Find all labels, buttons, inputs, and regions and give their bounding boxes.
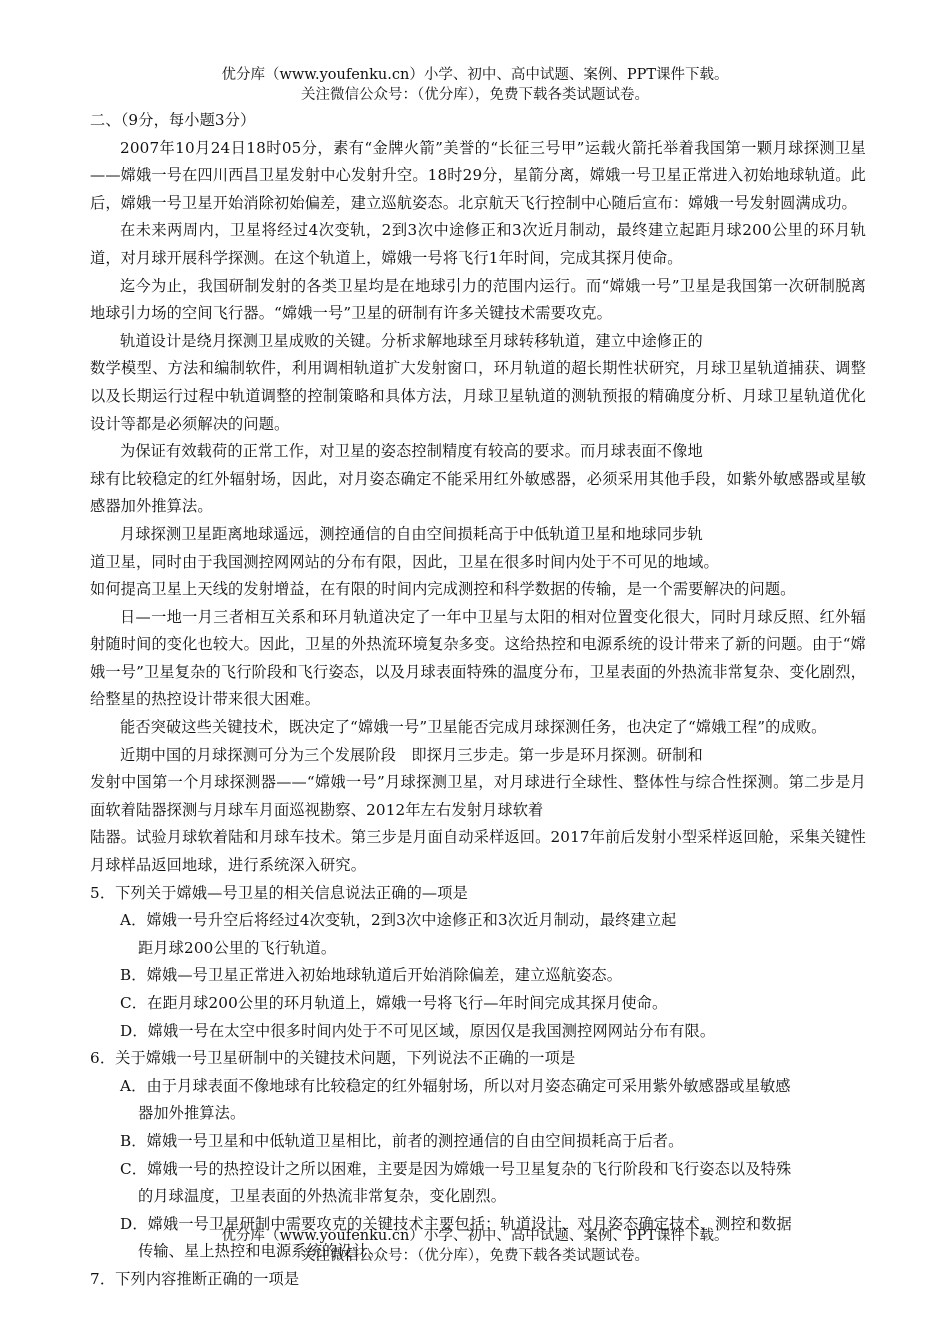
- question-5-option-b: B．嫦娥—号卫星正常进入初始地球轨道后开始消除偏差，建立巡航姿态。: [120, 966, 623, 985]
- question-6-option-d: D．嫦娥一号卫星研制中需要攻克的关键技术主要包括：轨道设计、对月姿态确定技术、测控和数据: [120, 1214, 792, 1233]
- passage-paragraph-9-end: 陆器。试验月球软着陆和月球车技术。第三步是月面自动采样返回。2017年前后发射小型采样返回舱，采集关键性月球样品返回地球，进行系统深入研究。: [90, 828, 866, 875]
- footer-line-1: 优分库（www.youfenku.cn）小学、初中、高中试题、案例、PPT课件下载。: [221, 1228, 729, 1244]
- passage-paragraph-9-cont: 发射中国第一个月球探测器——“嫦娥一号”月球探测卫星，对月球进行全球性、整体性与综合性探测。第二步是月面软着陆器探测与月球车月面巡视勘察、2012年左右发射月球软着: [90, 773, 866, 819]
- question-5-option-a: A．嫦娥一号升空后将经过4次变轨，2到3次中途修正和3次近月制动，最终建立起: [120, 911, 677, 930]
- footer-line-2: 关注微信公众号：（优分库），免费下载各类试题试卷。: [301, 1248, 649, 1264]
- passage-paragraph-5-line-1: 为保证有效载荷的正常工作，对卫星的姿态控制精度有较高的要求。而月球表面不像地: [120, 442, 703, 461]
- passage-paragraph-9-line-1: 近期中国的月球探测可分为三个发展阶段 即探月三步走。第一步是环月探测。研制和: [120, 745, 703, 764]
- question-5-option-a-cont: 距月球200公里的飞行轨道。: [138, 938, 337, 957]
- passage-paragraph-4-line-1: 轨道设计是绕月探测卫星成败的关键。分析求解地球至月球转移轨道，建立中途修正的: [120, 331, 703, 350]
- question-6-option-c-cont: 的月球温度，卫星表面的外热流非常复杂，变化剧烈。: [138, 1187, 507, 1206]
- question-6-stem: 6．关于嫦娥一号卫星研制中的关键技术问题，下列说法不正确的一项是: [90, 1049, 576, 1068]
- question-6-option-d-cont: 传输、星上热控和电源系统的设计。: [138, 1242, 384, 1261]
- passage-paragraph-3: 迄今为止，我国研制发射的各类卫星均是在地球引力的范围内运行。而“嫦娥一号”卫星是我国第一次研制脱离地球引力场的空间飞行器。“嫦娥一号”卫星的研制有许多关键技术需要攻克。: [90, 276, 866, 323]
- question-5-option-d: D．嫦娥一号在太空中很多时间内处于不可见区域，原因仅是我国测控网网站分布有限。: [120, 1021, 716, 1040]
- question-6-option-a-cont: 器加外推算法。: [138, 1104, 246, 1123]
- page-header: [0, 65, 950, 105]
- passage-paragraph-6-line-3: 如何提高卫星上天线的发射增益，在有限的时间内完成测控和科学数据的传输，是一个需要解决的问题。: [90, 580, 796, 599]
- question-7-stem: 7．下列内容推断正确的一项是: [90, 1269, 300, 1288]
- header-line-2: 关注微信公众号：（优分库），免费下载各类试题试卷。: [301, 87, 649, 103]
- question-6-option-a: A．由于月球表面不像地球有比较稳定的红外辐射场，所以对月姿态确定可采用紫外敏感器或星敏感: [120, 1076, 791, 1095]
- header-line-1: 优分库（www.youfenku.cn）小学、初中、高中试题、案例、PPT课件下载。: [221, 67, 729, 83]
- passage-paragraph-6-line-2: 道卫星，同时由于我国测控网网站的分布有限，因此，卫星在很多时间内处于不可见的地域。: [90, 552, 719, 571]
- question-5-stem: 5．下列关于嫦娥—号卫星的相关信息说法正确的—项是: [90, 883, 468, 902]
- question-5-option-c: C．在距月球200公里的环月轨道上，嫦娥一号将飞行—年时间完成其探月使命。: [120, 994, 668, 1012]
- passage-paragraph-7: 日—一地一月三者相互关系和环月轨道决定了一年中卫星与太阳的相对位置变化很大，同时月球反照、红外辐射随时间的变化也较大。因此，卫星的外热流环境复杂多变。这给热控和电源系统的设计带来了新的问题。由于“嫦娥一号”卫星复杂的飞行阶段和飞行姿态，以及月球表面特殊的温度分布，卫星表面的外热流非常复杂、变化剧烈，给整星的热控设计带来很大困难。: [90, 607, 866, 709]
- question-6-option-c: C．嫦娥一号的热控设计之所以困难，主要是因为嫦娥一号卫星复杂的飞行阶段和飞行姿态以及特殊: [120, 1159, 792, 1178]
- passage-paragraph-8: 能否突破这些关键技术，既决定了“嫦娥一号”卫星能否完成月球探测任务，也决定了“嫦娥工程”的成败。: [120, 718, 827, 737]
- page-footer: [0, 1226, 950, 1266]
- passage-paragraph-1: 2007年10月24日18时05分，素有“金牌火箭”美誉的“长征三号甲”运载火箭托举着我国第一颗月球探测卫星——嫦娥一号在四川西昌卫星发射中心发射升空。18时29分，星箭分离，嫦娥一号卫星正常进入初始地球轨道。此后，嫦娥一号卫星开始消除初始偏差，建立巡航姿态。北京航天飞行控制中心随后宣布：嫦娥一号发射圆满成功。: [90, 138, 866, 212]
- passage-paragraph-5-cont: 球有比较稳定的红外辐射场，因此，对月姿态确定不能采用红外敏感器，必须采用其他手段，如紫外敏感器或星敏感器加外推算法。: [90, 469, 866, 516]
- passage-paragraph-2: 在未来两周内，卫星将经过4次变轨，2到3次中途修正和3次近月制动，最终建立起距月球200公里的环月轨道，对月球开展科学探测。在这个轨道上，嫦娥一号将飞行1年时间，完成其探月使命。: [90, 221, 866, 267]
- passage-paragraph-6-line-1: 月球探测卫星距离地球遥远，测控通信的自由空间损耗高于中低轨道卫星和地球同步轨: [120, 524, 703, 543]
- section-title: 二、（9分，每小题3分）: [90, 111, 256, 129]
- exam-content: [90, 107, 866, 1294]
- passage-paragraph-4-cont: 数学模型、方法和编制软件，利用调相轨道扩大发射窗口，环月轨道的超长期性状研究，月球卫星轨道捕获、调整以及长期运行过程中轨道调整的控制策略和具体方法，月球卫星轨道的测轨预报的精确度分析、月球卫星轨道优化设计等都是必须解决的问题。: [90, 359, 866, 433]
- question-6-option-b: B．嫦娥一号卫星和中低轨道卫星相比，前者的测控通信的自由空间损耗高于后者。: [120, 1131, 684, 1150]
